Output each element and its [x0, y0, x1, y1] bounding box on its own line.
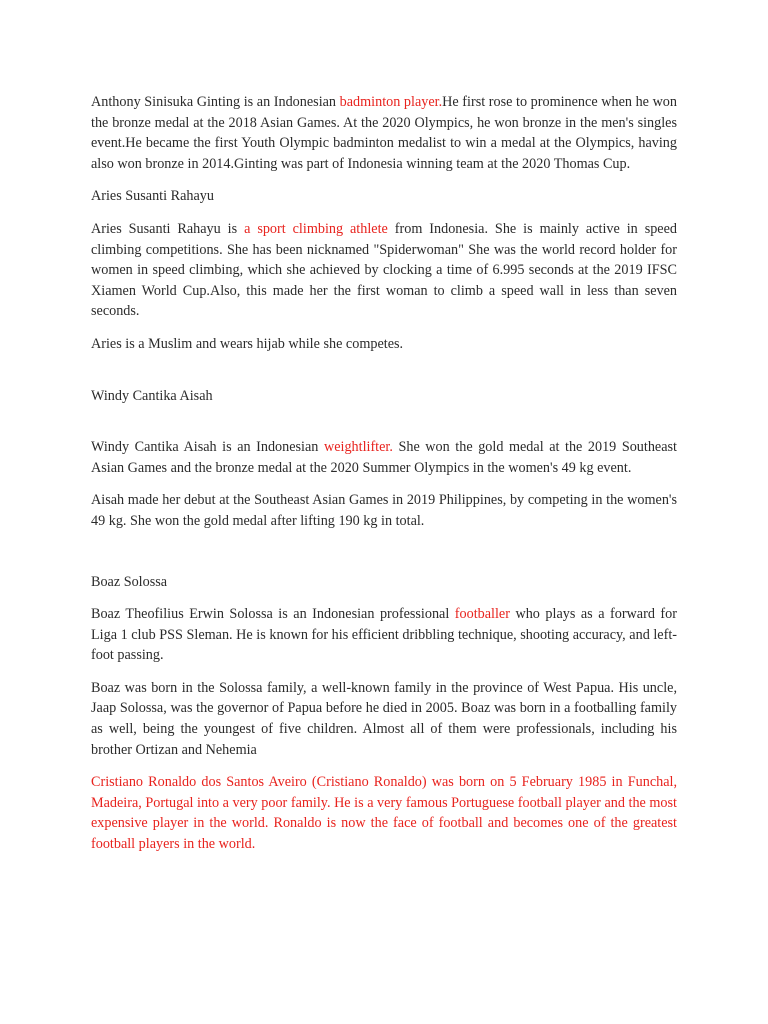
solossa-family-paragraph: Boaz was born in the Solossa family, a well-known family in the province of West Papua. His uncle, Jaap Solossa, was the governor of Papua before he died in 2005. Boaz was born in a footballing family as well, being the youngest of five children. Almost all of them were professionals, including his brother Ortizan and Nehemia	[91, 679, 677, 758]
ginting-text-rest: He first rose to prominence when he won the bronze medal at the 2018 Asian Games. At the 2020 Olympics, he won bronze in the men's singles event.He became the first Youth Olympic badminton medalist to win a medal at the Olympics, having also won bronze in 2014.Ginting was part of Indonesia winning team at the 2020 Thomas Cup.	[91, 94, 677, 172]
rahayu-heading: Aries Susanti Rahayu	[91, 188, 214, 205]
footballer-link[interactable]: footballer	[454, 606, 510, 623]
ginting-text-start: Anthony Sinisuka Ginting is an Indonesian	[91, 94, 340, 110]
ronaldo-paragraph: Cristiano Ronaldo dos Santos Aveiro (Cristiano Ronaldo) was born on 5 February 1985 in Funchal, Madeira, Portugal into a very poor family. He is a very famous Portuguese football player and the most expensive player in the world. Ronaldo is now the face of football and becomes one of the greatest football players in the world.	[91, 774, 677, 853]
solossa-text-rest: who plays as a forward for Liga 1 club PSS Sleman. He is known for his efficient dribbling technique, shooting accuracy, and left-foot passing.	[91, 606, 677, 664]
aisah-heading: Windy Cantika Aisah	[91, 387, 213, 404]
solossa-paragraph	[91, 604, 677, 666]
weightlifter-link[interactable]: weightlifter.	[323, 439, 393, 456]
sport-climbing-link[interactable]: a sport climbing athlete	[244, 220, 388, 237]
aisah-debut-paragraph: Aisah made her debut at the Southeast Asian Games in 2019 Philippines, by competing in the women's 49 kg. She won the gold medal after lifting 190 kg in total.	[91, 492, 677, 529]
rahayu-paragraph	[91, 219, 677, 322]
aisah-text-start: Windy Cantika Aisah is an Indonesian	[91, 439, 324, 456]
ginting-paragraph	[91, 92, 677, 174]
rahayu-text-rest: from Indonesia. She is mainly active in speed climbing competitions. She has been nicknamed "Spiderwoman" She was the world record holder for women in speed climbing, which she achieved by clocking a time of 6.995 seconds at the 2019 IFSC Xiamen World Cup.Also, this made her the first woman to climb a speed wall in less than seven seconds.	[91, 220, 677, 320]
rahayu-hijab-paragraph: Aries is a Muslim and wears hijab while she competes.	[91, 335, 404, 352]
aisah-text-rest: She won the gold medal at the 2019 Southeast Asian Games and the bronze medal at the 2020 Summer Olympics in the women's 49 kg event.	[91, 439, 677, 476]
badminton-player-link[interactable]: badminton player.	[339, 94, 443, 110]
aisah-paragraph	[91, 437, 677, 478]
solossa-heading: Boaz Solossa	[91, 573, 168, 590]
document-page	[91, 92, 677, 855]
solossa-text-start: Boaz Theofilius Erwin Solossa is an Indonesian professional	[91, 606, 455, 623]
rahayu-text-start: Aries Susanti Rahayu is	[91, 220, 245, 237]
